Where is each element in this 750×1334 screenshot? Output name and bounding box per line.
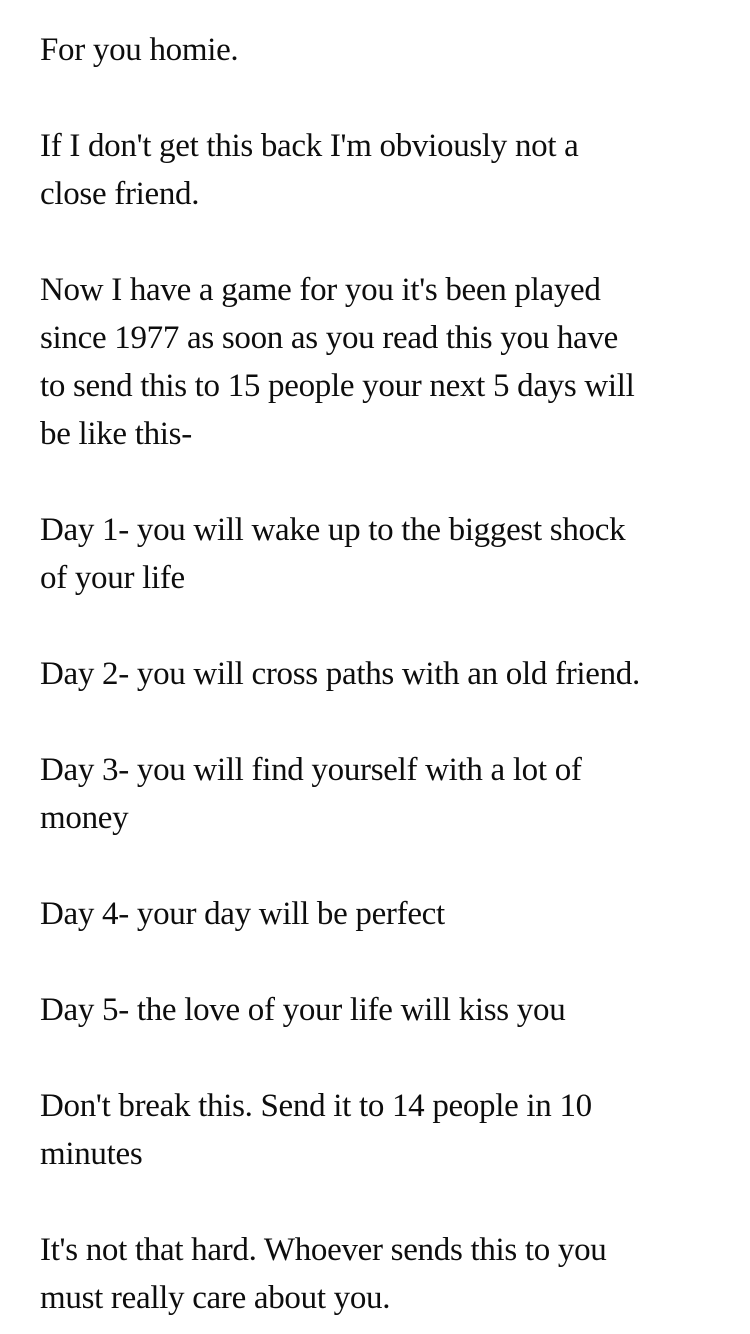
paragraph-line: Day 4- your day will be perfect <box>40 896 445 932</box>
paragraph-line: close friend. <box>40 176 200 212</box>
paragraph-line: to send this to 15 people your next 5 days will <box>40 368 635 404</box>
paragraph-line: It's not that hard. Whoever sends this to you <box>40 1232 607 1268</box>
paragraph-dont-break <box>40 1082 720 1178</box>
paragraph-closing <box>40 1226 720 1322</box>
paragraph-day-5 <box>40 986 720 1034</box>
paragraph-line: must really care about you. <box>40 1280 391 1316</box>
paragraph-line: Now I have a game for you it's been played <box>40 272 601 308</box>
paragraph-line: If I don't get this back I'm obviously not a <box>40 128 579 164</box>
paragraph-line: money <box>40 800 129 836</box>
paragraph-day-3 <box>40 746 720 842</box>
paragraph-line: Day 1- you will wake up to the biggest shock <box>40 512 626 548</box>
paragraph-line: minutes <box>40 1136 143 1172</box>
paragraph-day-4 <box>40 890 720 938</box>
paragraph-intro <box>40 26 720 74</box>
paragraph-line: Day 3- you will find yourself with a lot of <box>40 752 582 788</box>
paragraph-line: Day 5- the love of your life will kiss you <box>40 992 566 1028</box>
paragraph-line: be like this- <box>40 416 192 452</box>
paragraph-line: of your life <box>40 560 185 596</box>
paragraph-line: since 1977 as soon as you read this you have <box>40 320 618 356</box>
paragraph-line: Day 2- you will cross paths with an old friend. <box>40 656 640 692</box>
paragraph-line: For you homie. <box>40 32 239 68</box>
paragraph-line: Don't break this. Send it to 14 people in 10 <box>40 1088 592 1124</box>
paragraph-day-1 <box>40 506 720 602</box>
paragraph-day-2 <box>40 650 720 698</box>
paragraph-game-rules <box>40 266 720 458</box>
paragraph-not-close-friend <box>40 122 720 218</box>
